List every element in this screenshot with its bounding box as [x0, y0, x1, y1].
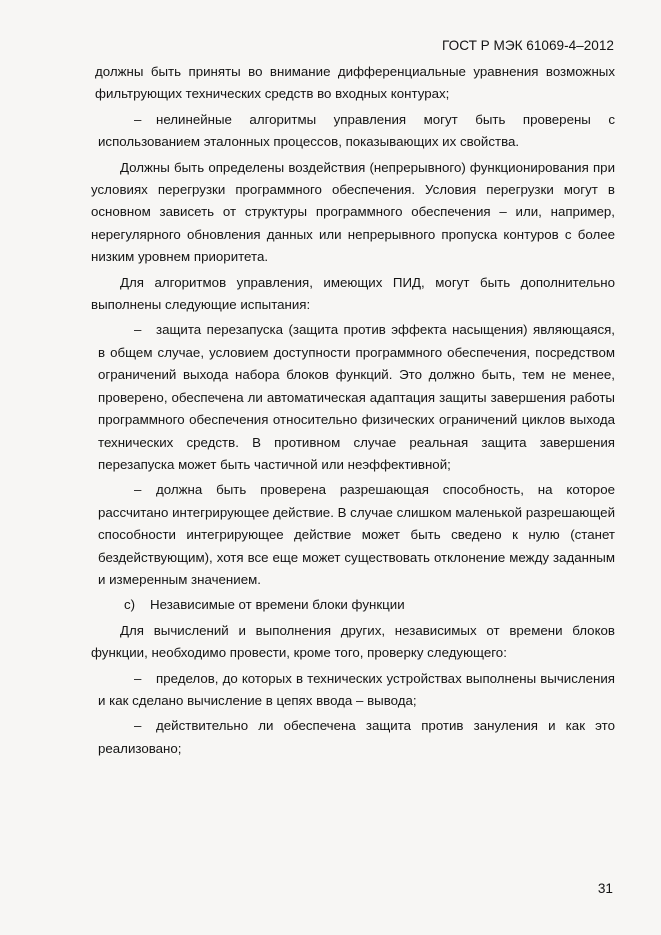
paragraph-text: Для вычислений и выполнения других, независимых от времени блоков функции, необходимо провести, кроме того, проверку следующего: — [91, 622, 615, 661]
bullet-text: должна быть проверена разрешающая способность, на которое рассчитано интегрирующее действие. В случае слишком маленькой разрешающей способности интегрирующее действие может быть сведено к нулю (станет бездействующим), хотя все еще может существовать отклонение между заданным и измеренным значением. — [98, 482, 615, 587]
paragraph-text: должны быть приняты во внимание дифференциальные уравнения возможных фильтрующих технических средств во входных контурах; — [95, 64, 615, 102]
paragraph — [91, 272, 615, 320]
paragraph — [91, 157, 615, 272]
bullet-item — [95, 479, 615, 594]
bullet-dash: – — [134, 482, 142, 498]
page-body — [91, 61, 615, 763]
bullet-item — [95, 319, 615, 479]
bullet-text: пределов, до которых в технических устройствах выполнены вычисления и как сделано вычисление в цепях ввода – вывода; — [98, 670, 615, 708]
bullet-dash: – — [134, 718, 142, 734]
section-title: Независимые от времени блоки функции — [150, 597, 405, 613]
page-number: 31 — [597, 881, 613, 896]
bullet-dash: – — [134, 670, 142, 686]
bullet-dash: – — [134, 111, 142, 127]
bullet-text: защита перезапуска (защита против эффекта насыщения) являющаяся, в общем случае, условием доступности программного обеспечения, посредством ограничений выхода набора блоков функций. Это должно быть, тем не менее, проверено, обеспечена ли автоматическая адаптация защиты завершения работы программного обеспечения относительно физических ограничений циклов выхода технических средств. В противном случае реальная защита завершения перезапуска может быть частичной или неэффективной; — [98, 322, 615, 472]
paragraph — [91, 620, 615, 668]
document-header: ГОСТ Р МЭК 61069-4–2012 — [442, 38, 614, 53]
paragraph-continuation — [95, 61, 615, 109]
bullet-text: действительно ли обеспечена защита против зануления и как это реализовано; — [98, 718, 615, 756]
bullet-dash: – — [134, 322, 142, 338]
section-heading — [95, 594, 615, 619]
bullet-text: нелинейные алгоритмы управления могут быть проверены с использованием эталонных процессов, показывающих их свойства. — [98, 111, 615, 150]
paragraph-text: Для алгоритмов управления, имеющих ПИД, могут быть дополнительно выполнены следующие испытания: — [91, 274, 615, 313]
section-label: с) — [124, 597, 136, 613]
bullet-item — [95, 715, 615, 763]
bullet-item — [95, 668, 615, 716]
bullet-item — [95, 109, 615, 157]
paragraph-text: Должны быть определены воздействия (непрерывного) функционирования при условиях перегрузки программного обеспечения. Условия перегрузки могут в основном зависеть от структуры программного обеспечения – или, например, нерегулярного обновления данных или непрерывного пропуска контуров с более низким уровнем приоритета. — [91, 159, 615, 265]
